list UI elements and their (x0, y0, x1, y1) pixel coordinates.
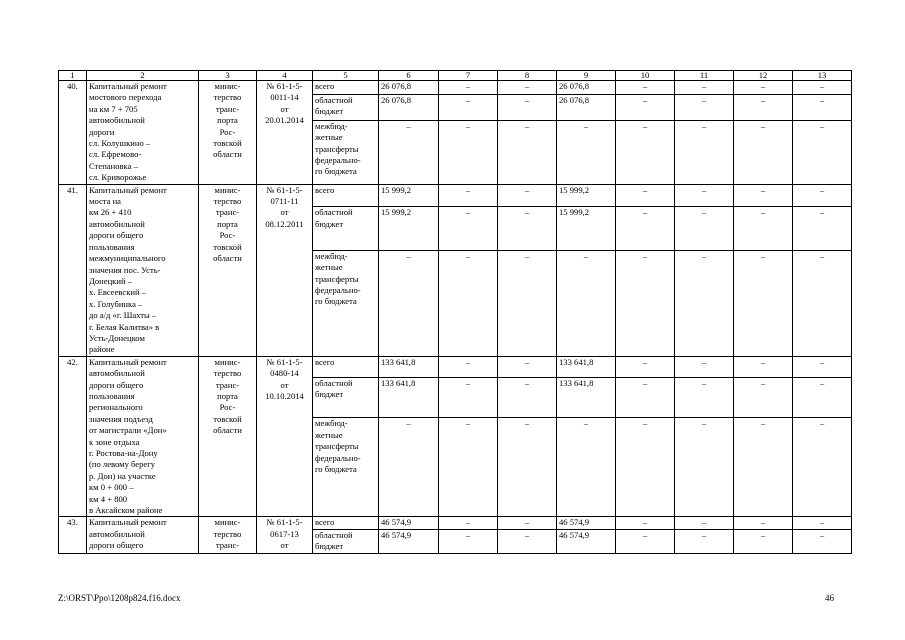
amount-cell: – (675, 81, 734, 95)
amount-cell: – (675, 94, 734, 120)
amount-cell: 133 641,8 (379, 377, 439, 418)
amount-cell: – (616, 356, 675, 377)
amount-cell: – (439, 517, 498, 529)
amount-cell: – (557, 250, 616, 356)
amount-cell: – (616, 377, 675, 418)
amount-cell: – (498, 120, 557, 184)
column-number: 11 (675, 71, 734, 81)
amount-cell: 26 076,8 (379, 94, 439, 120)
file-path: Z:\ORST\Ppo\1208p824.f16.docx (58, 593, 181, 603)
funding-source: всего (313, 356, 379, 377)
amount-cell: – (616, 529, 675, 553)
column-number: 3 (199, 71, 257, 81)
amount-cell: – (675, 517, 734, 529)
amount-cell: – (793, 517, 852, 529)
table-row (59, 356, 852, 377)
amount-cell: – (793, 377, 852, 418)
amount-cell: 46 574,9 (557, 517, 616, 529)
amount-cell: – (498, 184, 557, 207)
amount-cell: – (439, 184, 498, 207)
amount-cell: 15 999,2 (379, 184, 439, 207)
object-name: Капитальный ремонт мостового перехода на км 7 + 705 автомобильной дороги сл. Колушкино – сл. Ефремово- Степановка – сл. Криворожье (87, 81, 199, 185)
amount-cell: – (439, 120, 498, 184)
amount-cell: – (616, 81, 675, 95)
amount-cell: – (793, 94, 852, 120)
amount-cell: – (439, 207, 498, 250)
amount-cell: – (734, 529, 793, 553)
customer-org: минис- терство транс- порта Рос- товской области (199, 81, 257, 185)
amount-cell: – (734, 120, 793, 184)
page-number: 46 (825, 593, 834, 603)
column-number-header (59, 71, 852, 81)
row-number: 42. (59, 356, 87, 517)
amount-cell: – (675, 529, 734, 553)
customer-org: минис- терство транс- порта Рос- товской области (199, 184, 257, 356)
amount-cell: – (616, 517, 675, 529)
column-number: 1 (59, 71, 87, 81)
amount-cell: – (734, 94, 793, 120)
expertise-doc: № 61-1-5- 0711-11 от 08.12.2011 (257, 184, 313, 356)
amount-cell: – (675, 418, 734, 517)
table-body (59, 71, 852, 554)
amount-cell: – (793, 250, 852, 356)
amount-cell: – (379, 250, 439, 356)
amount-cell: – (498, 250, 557, 356)
amount-cell: – (675, 356, 734, 377)
amount-cell: – (793, 418, 852, 517)
column-number: 13 (793, 71, 852, 81)
customer-org: минис- терство транс- порта Рос- товской области (199, 356, 257, 517)
column-number: 5 (313, 71, 379, 81)
amount-cell: 133 641,8 (557, 377, 616, 418)
amount-cell: – (793, 81, 852, 95)
amount-cell: – (616, 418, 675, 517)
object-name: Капитальный ремонт моста на км 26 + 410 автомобильной дороги общего пользования межмуниципального значения пос. Усть- Донецкий – х. Евсеевский – х. Голубинка – до а/д «г. Шахты – г. Белая Калитва» в Усть-Донецком районе (87, 184, 199, 356)
funding-source: всего (313, 517, 379, 529)
amount-cell: 15 999,2 (557, 184, 616, 207)
amount-cell: 46 574,9 (379, 529, 439, 553)
amount-cell: – (557, 418, 616, 517)
amount-cell: – (793, 207, 852, 250)
amount-cell: – (734, 377, 793, 418)
amount-cell: – (734, 418, 793, 517)
amount-cell: – (616, 120, 675, 184)
amount-cell: – (498, 94, 557, 120)
amount-cell: – (439, 250, 498, 356)
amount-cell: – (675, 120, 734, 184)
amount-cell: – (498, 207, 557, 250)
amount-cell: – (793, 529, 852, 553)
table-row (59, 517, 852, 529)
column-number: 7 (439, 71, 498, 81)
table-row (59, 184, 852, 207)
column-number: 4 (257, 71, 313, 81)
amount-cell: – (675, 207, 734, 250)
amount-cell: – (379, 120, 439, 184)
row-number: 43. (59, 517, 87, 553)
amount-cell: – (793, 120, 852, 184)
amount-cell: – (498, 377, 557, 418)
amount-cell: – (616, 207, 675, 250)
customer-org: минис- терство транс- (199, 517, 257, 553)
funding-source: областной бюджет (313, 94, 379, 120)
amount-cell: – (498, 529, 557, 553)
amount-cell: – (793, 356, 852, 377)
amount-cell: – (616, 250, 675, 356)
funding-source: межбюд- жетные трансферты федерально- го бюджета (313, 120, 379, 184)
amount-cell: – (675, 250, 734, 356)
amount-cell: – (616, 94, 675, 120)
amount-cell: – (439, 377, 498, 418)
amount-cell: 46 574,9 (557, 529, 616, 553)
amount-cell: – (439, 356, 498, 377)
funding-source: межбюд- жетные трансферты федерально- го бюджета (313, 418, 379, 517)
amount-cell: – (439, 94, 498, 120)
expertise-doc: № 61-1-5- 0617-13 от (257, 517, 313, 553)
amount-cell: – (439, 529, 498, 553)
amount-cell: – (439, 81, 498, 95)
row-number: 41. (59, 184, 87, 356)
funding-source: межбюд- жетные трансферты федерально- го бюджета (313, 250, 379, 356)
amount-cell: 133 641,8 (379, 356, 439, 377)
funding-source: областной бюджет (313, 529, 379, 553)
amount-cell: – (498, 81, 557, 95)
expertise-doc: № 61-1-5- 0480-14 от 10.10.2014 (257, 356, 313, 517)
column-number: 12 (734, 71, 793, 81)
amount-cell: – (675, 377, 734, 418)
amount-cell: 46 574,9 (379, 517, 439, 529)
amount-cell: – (439, 418, 498, 517)
amount-cell: – (734, 250, 793, 356)
column-number: 10 (616, 71, 675, 81)
amount-cell: 26 076,8 (557, 81, 616, 95)
expertise-doc: № 61-1-5- 0011-14 от 20.01.2014 (257, 81, 313, 185)
column-number: 2 (87, 71, 199, 81)
amount-cell: 26 076,8 (379, 81, 439, 95)
amount-cell: – (557, 120, 616, 184)
amount-cell: 15 999,2 (557, 207, 616, 250)
amount-cell: – (734, 81, 793, 95)
row-number: 40. (59, 81, 87, 185)
amount-cell: 26 076,8 (557, 94, 616, 120)
amount-cell: – (675, 184, 734, 207)
table-row (59, 81, 852, 95)
column-number: 9 (557, 71, 616, 81)
column-number: 6 (379, 71, 439, 81)
amount-cell: – (498, 356, 557, 377)
funding-source: всего (313, 184, 379, 207)
amount-cell: – (498, 517, 557, 529)
amount-cell: – (734, 184, 793, 207)
amount-cell: – (734, 517, 793, 529)
amount-cell: – (734, 207, 793, 250)
amount-cell: – (734, 356, 793, 377)
amount-cell: – (793, 184, 852, 207)
funding-source: всего (313, 81, 379, 95)
amount-cell: 15 999,2 (379, 207, 439, 250)
amount-cell: – (616, 184, 675, 207)
amount-cell: – (379, 418, 439, 517)
object-name: Капитальный ремонт автомобильной дороги общего пользования регионального значения подъезд от магистрали «Дон» к зоне отдыха г. Ростова-на-Дону (по левому берегу р. Дон) на участке км 0 + 000 – км 4 + 800 в Аксайском районе (87, 356, 199, 517)
budget-table (58, 70, 852, 554)
column-number: 8 (498, 71, 557, 81)
amount-cell: – (498, 418, 557, 517)
object-name: Капитальный ремонт автомобильной дороги общего (87, 517, 199, 553)
amount-cell: 133 641,8 (557, 356, 616, 377)
funding-source: областной бюджет (313, 377, 379, 418)
funding-source: областной бюджет (313, 207, 379, 250)
